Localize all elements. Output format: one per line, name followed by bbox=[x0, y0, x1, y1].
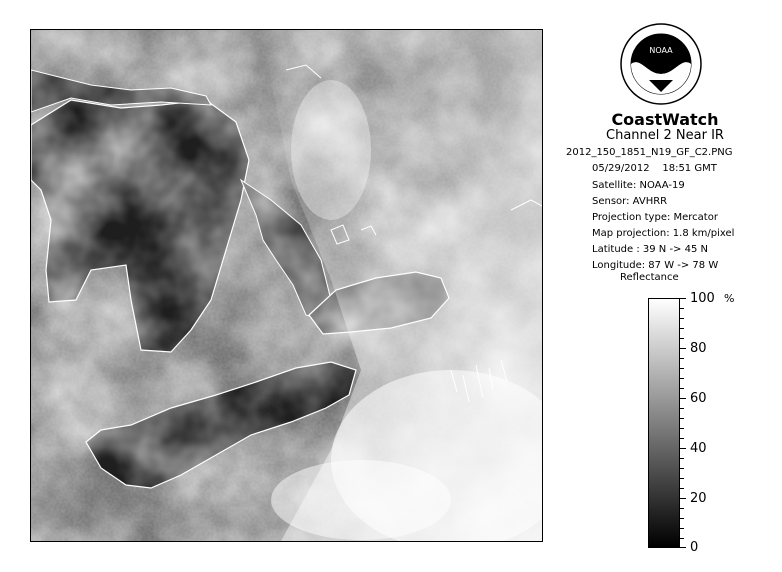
colorbar-minor-tick bbox=[680, 508, 684, 509]
colorbar-minor-tick bbox=[680, 468, 684, 469]
colorbar-ticks bbox=[680, 291, 740, 555]
colorbar-minor-tick bbox=[680, 378, 684, 379]
colorbar-minor-tick bbox=[680, 308, 684, 309]
colorbar-minor-tick bbox=[680, 438, 684, 439]
meta-projection-type: Projection type: Mercator bbox=[592, 212, 718, 223]
colorbar-tick-label: 20 bbox=[690, 491, 707, 506]
colorbar-minor-tick bbox=[680, 368, 684, 369]
colorbar-minor-tick bbox=[680, 488, 684, 489]
colorbar-minor-tick bbox=[680, 518, 684, 519]
colorbar-minor-tick bbox=[680, 338, 684, 339]
meta-longitude: Longitude: 87 W -> 78 W bbox=[592, 260, 719, 271]
colorbar-tick bbox=[680, 398, 686, 399]
colorbar-minor-tick bbox=[680, 478, 684, 479]
colorbar-tick-label: 40 bbox=[690, 441, 707, 456]
colorbar-minor-tick bbox=[680, 428, 684, 429]
noaa-logo-icon bbox=[619, 22, 703, 106]
colorbar-tick bbox=[680, 498, 686, 499]
file-name: 2012_150_1851_N19_GF_C2.PNG bbox=[566, 147, 733, 158]
meta-sensor: Sensor: AVHRR bbox=[592, 196, 668, 207]
channel-subtitle: Channel 2 Near IR bbox=[606, 128, 724, 143]
colorbar-tick bbox=[680, 448, 686, 449]
colorbar-tick bbox=[680, 348, 686, 349]
colorbar-minor-tick bbox=[680, 408, 684, 409]
acquisition-datetime: 05/29/2012 18:51 GMT bbox=[592, 163, 717, 174]
reflectance-colorbar bbox=[648, 298, 680, 548]
colorbar-minor-tick bbox=[680, 318, 684, 319]
colorbar-minor-tick bbox=[680, 458, 684, 459]
colorbar-unit: % bbox=[724, 292, 735, 305]
meta-map-projection: Map projection: 1.8 km/pixel bbox=[592, 228, 735, 239]
meta-satellite: Satellite: NOAA-19 bbox=[592, 180, 685, 191]
colorbar-minor-tick bbox=[680, 538, 684, 539]
colorbar-minor-tick bbox=[680, 418, 684, 419]
colorbar-minor-tick bbox=[680, 358, 684, 359]
colorbar-tick bbox=[680, 298, 686, 299]
colorbar-minor-tick bbox=[680, 388, 684, 389]
satellite-image bbox=[31, 30, 542, 541]
colorbar-tick-label: 60 bbox=[690, 391, 707, 406]
colorbar-tick bbox=[680, 547, 686, 548]
satellite-map bbox=[30, 29, 543, 542]
colorbar-title: Reflectance bbox=[620, 272, 679, 283]
colorbar-tick-label: 0 bbox=[690, 540, 699, 555]
colorbar-tick-label: 80 bbox=[690, 341, 707, 356]
colorbar-minor-tick bbox=[680, 528, 684, 529]
colorbar-minor-tick bbox=[680, 328, 684, 329]
colorbar-tick-label: 100 bbox=[690, 291, 715, 306]
meta-latitude: Latitude : 39 N -> 45 N bbox=[592, 244, 708, 255]
product-title: CoastWatch bbox=[611, 110, 719, 129]
logo-center-text: NOAA bbox=[649, 46, 673, 55]
